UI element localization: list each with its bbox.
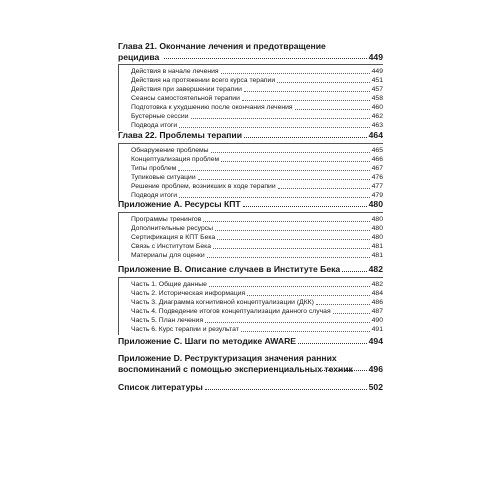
toc-item-label: Решение проблем, возникших в ходе терапии — [131, 182, 276, 190]
toc-item[interactable] — [131, 112, 383, 121]
toc-item-page: 466 — [371, 155, 383, 163]
toc-item[interactable] — [131, 155, 383, 164]
toc-item-page: 462 — [371, 113, 383, 120]
toc-item-label: Сеансы самостоятельной терапии — [131, 95, 240, 102]
toc-subitems — [118, 212, 383, 261]
toc-heading-text: Список литературы — [118, 382, 203, 392]
toc-item-page: 480 — [371, 224, 383, 232]
toc-section-appendix-a — [118, 199, 383, 261]
toc-item[interactable] — [131, 182, 383, 191]
toc-item-label: Часть 3. Диаграмма когнитивной концептуализации (ДКК) — [131, 298, 314, 306]
toc-item-label: Концептуализация проблем — [131, 155, 220, 163]
toc-item-label: Обнаружение проблемы — [131, 146, 209, 154]
dot-leader — [164, 58, 367, 59]
toc-heading[interactable] — [118, 130, 383, 141]
toc-page-number: 464 — [368, 130, 383, 140]
toc-item-page: 491 — [371, 325, 383, 333]
dot-leader — [205, 322, 370, 323]
dot-leader — [221, 73, 370, 74]
dot-leader — [243, 206, 367, 207]
dot-leader — [203, 221, 369, 222]
toc-item[interactable] — [131, 280, 383, 289]
dot-leader — [247, 295, 369, 296]
toc-item[interactable] — [131, 146, 383, 155]
toc-item-page: 451 — [371, 77, 383, 84]
toc-item-label: Программы тренингов — [131, 215, 202, 223]
toc-item-label: Действия в начале лечения — [131, 68, 219, 75]
toc-item-page: 463 — [371, 122, 383, 129]
toc-item[interactable] — [131, 307, 383, 316]
dot-leader — [244, 137, 367, 138]
toc-item-page: 477 — [371, 182, 383, 190]
toc-item-label: Часть 5. План лечения — [131, 316, 204, 324]
toc-heading-text: Глава 21. Окончание лечения и предотвращение рецидива — [118, 41, 326, 62]
toc-item[interactable] — [131, 94, 383, 103]
dot-leader — [205, 389, 367, 390]
toc-item-label: Часть 6. Курс терапии и результат — [131, 325, 239, 333]
toc-item-label: Подготовка к ухудшению после окончания лечения — [131, 104, 293, 111]
toc-item-label: Действия при завершении терапии — [131, 86, 242, 93]
toc-section-chapter-21 — [118, 41, 383, 131]
toc-heading[interactable] — [118, 264, 383, 275]
dot-leader — [277, 82, 370, 83]
toc-heading[interactable] — [118, 199, 383, 210]
dot-leader — [221, 161, 369, 162]
toc-item[interactable] — [131, 215, 383, 224]
toc-item[interactable] — [131, 233, 383, 242]
toc-item-page: 490 — [371, 316, 383, 324]
dot-leader — [178, 170, 369, 171]
toc-page-number: 482 — [368, 264, 383, 274]
dot-leader — [211, 152, 370, 153]
toc-page-number: 496 — [368, 363, 383, 374]
toc-item[interactable] — [131, 67, 383, 76]
toc-item[interactable] — [131, 164, 383, 173]
toc-heading-text: Приложение C. Шаги по методике AWARE — [118, 336, 297, 346]
toc-item-page: 465 — [371, 146, 383, 154]
toc-heading-text: Приложение D. Реструктуризация значения ранних воспоминаний с помощью экспериенциальных техник — [118, 353, 353, 374]
dot-leader — [198, 179, 370, 180]
toc-item-page: 487 — [371, 307, 383, 315]
toc-heading-text: Приложение А. Ресурсы КПТ — [118, 199, 241, 209]
dot-leader — [242, 100, 370, 101]
toc-item-label: Часть 4. Подведение итогов концептуализации данного случая — [131, 307, 331, 315]
toc-item-label: Подводя итоги — [131, 191, 178, 199]
toc-item-page: 460 — [371, 104, 383, 111]
toc-item-page: 449 — [371, 68, 383, 75]
toc-item[interactable] — [131, 173, 383, 182]
dot-leader — [215, 230, 370, 231]
toc-item-label: Подвода итоги — [131, 122, 178, 129]
toc-item-page: 486 — [371, 298, 383, 306]
toc-item[interactable] — [131, 251, 383, 260]
toc-section-chapter-22 — [118, 130, 383, 201]
toc-item-label: Бустерные сессии — [131, 113, 189, 120]
toc-section-appendix-d — [118, 353, 383, 374]
toc-heading-text: Глава 22. Проблемы терапии — [118, 130, 242, 140]
toc-item-label: Часть 2. Историческая информация — [131, 289, 246, 297]
toc-item-label: Сертификация в КПТ Бека — [131, 233, 216, 241]
toc-item-label: Материалы для оценки — [131, 251, 205, 259]
toc-page-number: 480 — [368, 199, 383, 209]
toc-section-appendix-b — [118, 264, 383, 335]
toc-item-page: 481 — [371, 251, 383, 259]
toc-item-page: 484 — [371, 289, 383, 297]
dot-leader — [298, 343, 367, 344]
dot-leader — [342, 271, 366, 272]
dot-leader — [333, 313, 370, 314]
dot-leader — [295, 109, 370, 110]
toc-item[interactable] — [131, 85, 383, 94]
toc-item[interactable] — [131, 316, 383, 325]
toc-item[interactable] — [131, 224, 383, 233]
toc-item-page: 479 — [371, 191, 383, 199]
toc-item-label: Тупиковые ситуации — [131, 173, 196, 181]
dot-leader — [278, 188, 370, 189]
toc-heading[interactable] — [118, 41, 383, 62]
toc-heading-text: Приложение B. Описание случаев в Институте Бека — [118, 264, 341, 274]
toc-item-page: 458 — [371, 95, 383, 102]
dot-leader — [179, 127, 369, 128]
toc-item[interactable] — [131, 121, 383, 130]
toc-subitems — [118, 277, 383, 335]
toc-item-page: 467 — [371, 164, 383, 172]
toc-item-page: 481 — [371, 242, 383, 250]
toc-item-page: 480 — [371, 233, 383, 241]
toc-subitems — [118, 64, 383, 131]
toc-item[interactable] — [131, 103, 383, 112]
toc-item-label: Связь с Институтом Бека — [131, 242, 212, 250]
toc-item-label: Часть 1. Общие данные — [131, 280, 207, 288]
toc-page-number: 502 — [368, 382, 383, 392]
dot-leader — [217, 239, 369, 240]
toc-item[interactable] — [131, 76, 383, 85]
toc-item-page: 476 — [371, 173, 383, 181]
dot-leader — [322, 370, 367, 371]
toc-item[interactable] — [131, 242, 383, 251]
toc-item-page: 480 — [371, 215, 383, 223]
toc-heading[interactable] — [118, 336, 383, 347]
dot-leader — [316, 304, 370, 305]
dot-leader — [209, 286, 370, 287]
toc-item-page: 482 — [371, 280, 383, 288]
dot-leader — [191, 118, 370, 119]
toc-item-label: Типы проблем — [131, 164, 177, 172]
dot-leader — [213, 248, 370, 249]
toc-item-label: Дополнительные ресурсы — [131, 224, 214, 232]
toc-section-references — [118, 382, 383, 393]
toc-item[interactable] — [131, 298, 383, 307]
toc-item-label: Действия на протяжении всего курса терапии — [131, 77, 276, 84]
toc-heading[interactable] — [118, 353, 383, 374]
toc-heading[interactable] — [118, 382, 383, 393]
toc-section-appendix-c — [118, 336, 383, 347]
toc-item[interactable] — [131, 325, 383, 334]
toc-page-number: 494 — [368, 336, 383, 346]
toc-page-number: 449 — [368, 51, 383, 62]
dot-leader — [244, 91, 370, 92]
dot-leader — [207, 257, 370, 258]
toc-subitems — [118, 143, 383, 201]
toc-item-page: 457 — [371, 86, 383, 93]
dot-leader — [241, 331, 370, 332]
dot-leader — [179, 197, 370, 198]
toc-item[interactable] — [131, 289, 383, 298]
